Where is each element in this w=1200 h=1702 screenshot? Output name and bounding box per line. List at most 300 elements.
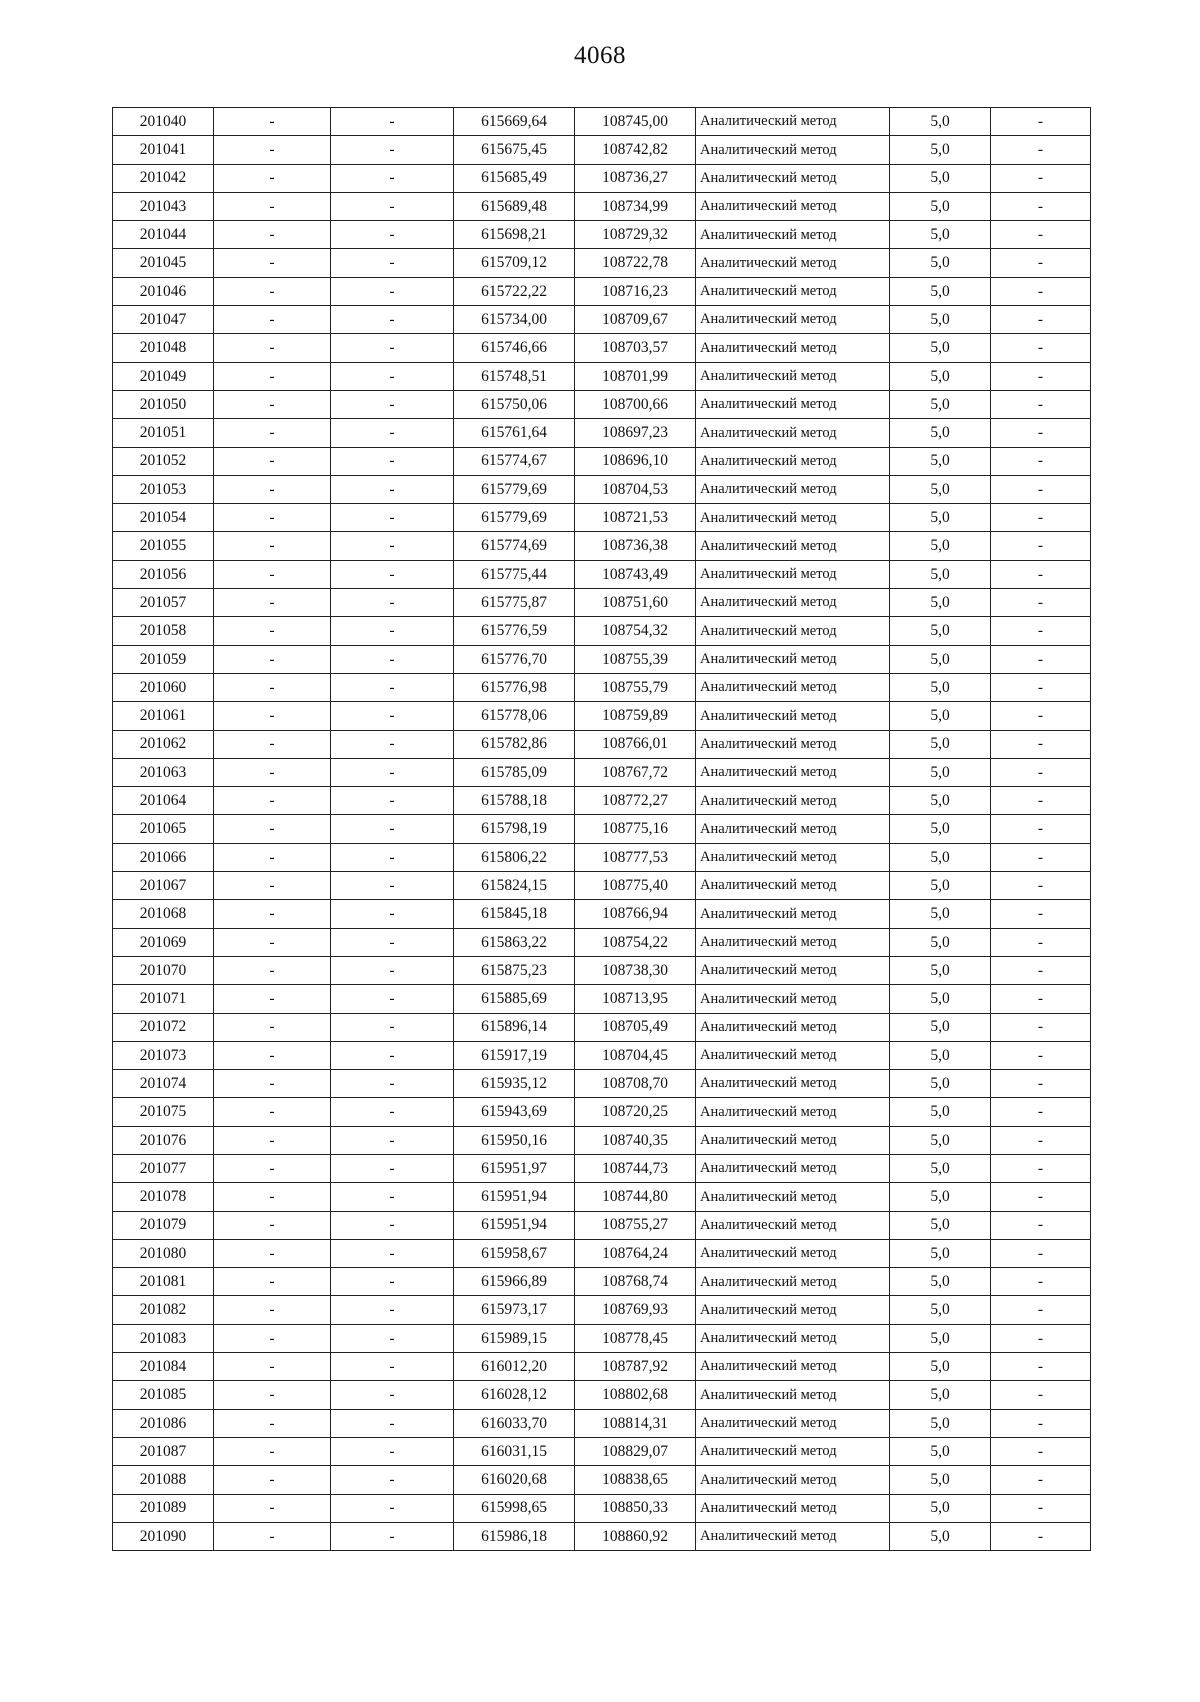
empty-cell-1: - [214, 928, 331, 956]
y-coordinate-cell: 108754,32 [575, 617, 696, 645]
empty-cell-2: - [331, 872, 454, 900]
empty-cell-3: - [991, 277, 1091, 305]
table-row [113, 362, 1091, 390]
empty-cell-2: - [331, 730, 454, 758]
x-coordinate-cell: 615973,17 [454, 1296, 575, 1324]
method-cell: Аналитический метод [696, 900, 890, 928]
table-row [113, 1296, 1091, 1324]
empty-cell-2: - [331, 758, 454, 786]
y-coordinate-cell: 108814,31 [575, 1409, 696, 1437]
method-cell: Аналитический метод [696, 1409, 890, 1437]
point-id-cell: 201050 [113, 390, 214, 418]
method-cell: Аналитический метод [696, 221, 890, 249]
accuracy-cell: 5,0 [890, 192, 991, 220]
empty-cell-2: - [331, 1183, 454, 1211]
empty-cell-2: - [331, 1041, 454, 1069]
empty-cell-3: - [991, 956, 1091, 984]
x-coordinate-cell: 615776,98 [454, 673, 575, 701]
accuracy-cell: 5,0 [890, 1409, 991, 1437]
accuracy-cell: 5,0 [890, 532, 991, 560]
accuracy-cell: 5,0 [890, 1098, 991, 1126]
accuracy-cell: 5,0 [890, 108, 991, 136]
y-coordinate-cell: 108734,99 [575, 192, 696, 220]
table-row [113, 560, 1091, 588]
empty-cell-1: - [214, 532, 331, 560]
accuracy-cell: 5,0 [890, 589, 991, 617]
empty-cell-2: - [331, 475, 454, 503]
empty-cell-2: - [331, 1268, 454, 1296]
empty-cell-1: - [214, 1296, 331, 1324]
method-cell: Аналитический метод [696, 108, 890, 136]
empty-cell-1: - [214, 390, 331, 418]
accuracy-cell: 5,0 [890, 645, 991, 673]
empty-cell-3: - [991, 1183, 1091, 1211]
table-row [113, 1324, 1091, 1352]
y-coordinate-cell: 108759,89 [575, 702, 696, 730]
table-row [113, 1437, 1091, 1465]
y-coordinate-cell: 108755,27 [575, 1211, 696, 1239]
empty-cell-1: - [214, 136, 331, 164]
method-cell: Аналитический метод [696, 1126, 890, 1154]
empty-cell-1: - [214, 1183, 331, 1211]
table-row [113, 589, 1091, 617]
empty-cell-3: - [991, 673, 1091, 701]
empty-cell-1: - [214, 1522, 331, 1550]
empty-cell-3: - [991, 843, 1091, 871]
method-cell: Аналитический метод [696, 136, 890, 164]
empty-cell-2: - [331, 815, 454, 843]
y-coordinate-cell: 108704,45 [575, 1041, 696, 1069]
x-coordinate-cell: 615669,64 [454, 108, 575, 136]
empty-cell-2: - [331, 1013, 454, 1041]
empty-cell-2: - [331, 617, 454, 645]
method-cell: Аналитический метод [696, 956, 890, 984]
point-id-cell: 201041 [113, 136, 214, 164]
x-coordinate-cell: 615958,67 [454, 1239, 575, 1267]
empty-cell-3: - [991, 1522, 1091, 1550]
y-coordinate-cell: 108705,49 [575, 1013, 696, 1041]
empty-cell-3: - [991, 1296, 1091, 1324]
method-cell: Аналитический метод [696, 730, 890, 758]
empty-cell-1: - [214, 1381, 331, 1409]
table-row [113, 1409, 1091, 1437]
empty-cell-2: - [331, 1381, 454, 1409]
point-id-cell: 201088 [113, 1466, 214, 1494]
point-id-cell: 201047 [113, 306, 214, 334]
empty-cell-3: - [991, 334, 1091, 362]
empty-cell-1: - [214, 419, 331, 447]
table-row [113, 730, 1091, 758]
empty-cell-3: - [991, 1324, 1091, 1352]
empty-cell-3: - [991, 1353, 1091, 1381]
table-row [113, 1154, 1091, 1182]
x-coordinate-cell: 615779,69 [454, 475, 575, 503]
y-coordinate-cell: 108721,53 [575, 504, 696, 532]
y-coordinate-cell: 108736,27 [575, 164, 696, 192]
accuracy-cell: 5,0 [890, 1466, 991, 1494]
empty-cell-2: - [331, 306, 454, 334]
method-cell: Аналитический метод [696, 164, 890, 192]
empty-cell-1: - [214, 277, 331, 305]
x-coordinate-cell: 615776,70 [454, 645, 575, 673]
empty-cell-3: - [991, 1381, 1091, 1409]
x-coordinate-cell: 616020,68 [454, 1466, 575, 1494]
table-row [113, 136, 1091, 164]
table-row [113, 673, 1091, 701]
x-coordinate-cell: 615774,69 [454, 532, 575, 560]
table-row [113, 334, 1091, 362]
point-id-cell: 201054 [113, 504, 214, 532]
accuracy-cell: 5,0 [890, 928, 991, 956]
accuracy-cell: 5,0 [890, 1070, 991, 1098]
empty-cell-2: - [331, 928, 454, 956]
point-id-cell: 201049 [113, 362, 214, 390]
y-coordinate-cell: 108744,80 [575, 1183, 696, 1211]
x-coordinate-cell: 615951,97 [454, 1154, 575, 1182]
y-coordinate-cell: 108742,82 [575, 136, 696, 164]
table-row [113, 504, 1091, 532]
accuracy-cell: 5,0 [890, 475, 991, 503]
table-row [113, 1126, 1091, 1154]
empty-cell-2: - [331, 985, 454, 1013]
point-id-cell: 201073 [113, 1041, 214, 1069]
point-id-cell: 201071 [113, 985, 214, 1013]
point-id-cell: 201062 [113, 730, 214, 758]
table-row [113, 1381, 1091, 1409]
table-row [113, 390, 1091, 418]
x-coordinate-cell: 615785,09 [454, 758, 575, 786]
empty-cell-3: - [991, 787, 1091, 815]
empty-cell-3: - [991, 702, 1091, 730]
empty-cell-3: - [991, 1070, 1091, 1098]
x-coordinate-cell: 615734,00 [454, 306, 575, 334]
table-row [113, 1211, 1091, 1239]
y-coordinate-cell: 108775,40 [575, 872, 696, 900]
table-row [113, 985, 1091, 1013]
x-coordinate-cell: 615748,51 [454, 362, 575, 390]
empty-cell-1: - [214, 164, 331, 192]
y-coordinate-cell: 108716,23 [575, 277, 696, 305]
empty-cell-1: - [214, 362, 331, 390]
y-coordinate-cell: 108777,53 [575, 843, 696, 871]
table-row [113, 1013, 1091, 1041]
empty-cell-3: - [991, 730, 1091, 758]
accuracy-cell: 5,0 [890, 730, 991, 758]
empty-cell-2: - [331, 956, 454, 984]
empty-cell-1: - [214, 475, 331, 503]
method-cell: Аналитический метод [696, 702, 890, 730]
table-row [113, 843, 1091, 871]
empty-cell-2: - [331, 390, 454, 418]
empty-cell-2: - [331, 702, 454, 730]
method-cell: Аналитический метод [696, 1041, 890, 1069]
accuracy-cell: 5,0 [890, 900, 991, 928]
method-cell: Аналитический метод [696, 1268, 890, 1296]
method-cell: Аналитический метод [696, 1239, 890, 1267]
method-cell: Аналитический метод [696, 1154, 890, 1182]
table-row [113, 1041, 1091, 1069]
empty-cell-1: - [214, 504, 331, 532]
empty-cell-2: - [331, 1409, 454, 1437]
accuracy-cell: 5,0 [890, 419, 991, 447]
point-id-cell: 201058 [113, 617, 214, 645]
y-coordinate-cell: 108754,22 [575, 928, 696, 956]
table-row [113, 1098, 1091, 1126]
empty-cell-1: - [214, 872, 331, 900]
empty-cell-2: - [331, 164, 454, 192]
empty-cell-2: - [331, 504, 454, 532]
point-id-cell: 201046 [113, 277, 214, 305]
empty-cell-1: - [214, 985, 331, 1013]
y-coordinate-cell: 108740,35 [575, 1126, 696, 1154]
empty-cell-2: - [331, 108, 454, 136]
empty-cell-2: - [331, 1154, 454, 1182]
x-coordinate-cell: 615896,14 [454, 1013, 575, 1041]
method-cell: Аналитический метод [696, 758, 890, 786]
empty-cell-1: - [214, 334, 331, 362]
x-coordinate-cell: 615966,89 [454, 1268, 575, 1296]
point-id-cell: 201082 [113, 1296, 214, 1324]
empty-cell-2: - [331, 1437, 454, 1465]
y-coordinate-cell: 108743,49 [575, 560, 696, 588]
point-id-cell: 201061 [113, 702, 214, 730]
accuracy-cell: 5,0 [890, 447, 991, 475]
y-coordinate-cell: 108755,79 [575, 673, 696, 701]
accuracy-cell: 5,0 [890, 702, 991, 730]
accuracy-cell: 5,0 [890, 560, 991, 588]
empty-cell-3: - [991, 1268, 1091, 1296]
x-coordinate-cell: 616028,12 [454, 1381, 575, 1409]
empty-cell-3: - [991, 419, 1091, 447]
method-cell: Аналитический метод [696, 447, 890, 475]
empty-cell-3: - [991, 1013, 1091, 1041]
table-row [113, 192, 1091, 220]
method-cell: Аналитический метод [696, 306, 890, 334]
empty-cell-1: - [214, 1098, 331, 1126]
x-coordinate-cell: 615806,22 [454, 843, 575, 871]
x-coordinate-cell: 615935,12 [454, 1070, 575, 1098]
method-cell: Аналитический метод [696, 277, 890, 305]
empty-cell-1: - [214, 192, 331, 220]
point-id-cell: 201044 [113, 221, 214, 249]
y-coordinate-cell: 108860,92 [575, 1522, 696, 1550]
y-coordinate-cell: 108755,39 [575, 645, 696, 673]
point-id-cell: 201086 [113, 1409, 214, 1437]
y-coordinate-cell: 108745,00 [575, 108, 696, 136]
method-cell: Аналитический метод [696, 617, 890, 645]
accuracy-cell: 5,0 [890, 1126, 991, 1154]
point-id-cell: 201043 [113, 192, 214, 220]
accuracy-cell: 5,0 [890, 872, 991, 900]
y-coordinate-cell: 108838,65 [575, 1466, 696, 1494]
method-cell: Аналитический метод [696, 815, 890, 843]
empty-cell-2: - [331, 1126, 454, 1154]
empty-cell-3: - [991, 617, 1091, 645]
point-id-cell: 201067 [113, 872, 214, 900]
accuracy-cell: 5,0 [890, 1353, 991, 1381]
empty-cell-2: - [331, 1494, 454, 1522]
method-cell: Аналитический метод [696, 787, 890, 815]
empty-cell-2: - [331, 334, 454, 362]
empty-cell-2: - [331, 1522, 454, 1550]
method-cell: Аналитический метод [696, 645, 890, 673]
empty-cell-1: - [214, 1409, 331, 1437]
y-coordinate-cell: 108751,60 [575, 589, 696, 617]
point-id-cell: 201045 [113, 249, 214, 277]
empty-cell-1: - [214, 673, 331, 701]
accuracy-cell: 5,0 [890, 1013, 991, 1041]
empty-cell-1: - [214, 1353, 331, 1381]
point-id-cell: 201081 [113, 1268, 214, 1296]
accuracy-cell: 5,0 [890, 362, 991, 390]
y-coordinate-cell: 108787,92 [575, 1353, 696, 1381]
accuracy-cell: 5,0 [890, 1437, 991, 1465]
x-coordinate-cell: 615950,16 [454, 1126, 575, 1154]
empty-cell-1: - [214, 843, 331, 871]
empty-cell-3: - [991, 306, 1091, 334]
point-id-cell: 201064 [113, 787, 214, 815]
method-cell: Аналитический метод [696, 872, 890, 900]
y-coordinate-cell: 108701,99 [575, 362, 696, 390]
method-cell: Аналитический метод [696, 249, 890, 277]
accuracy-cell: 5,0 [890, 277, 991, 305]
x-coordinate-cell: 615863,22 [454, 928, 575, 956]
empty-cell-2: - [331, 1070, 454, 1098]
y-coordinate-cell: 108768,74 [575, 1268, 696, 1296]
x-coordinate-cell: 615989,15 [454, 1324, 575, 1352]
point-id-cell: 201084 [113, 1353, 214, 1381]
table-row [113, 1522, 1091, 1550]
empty-cell-3: - [991, 1211, 1091, 1239]
empty-cell-3: - [991, 815, 1091, 843]
y-coordinate-cell: 108738,30 [575, 956, 696, 984]
empty-cell-3: - [991, 758, 1091, 786]
empty-cell-2: - [331, 192, 454, 220]
accuracy-cell: 5,0 [890, 221, 991, 249]
table-row [113, 872, 1091, 900]
y-coordinate-cell: 108697,23 [575, 419, 696, 447]
x-coordinate-cell: 615761,64 [454, 419, 575, 447]
table-row [113, 645, 1091, 673]
x-coordinate-cell: 615845,18 [454, 900, 575, 928]
empty-cell-2: - [331, 673, 454, 701]
empty-cell-1: - [214, 560, 331, 588]
empty-cell-1: - [214, 447, 331, 475]
empty-cell-1: - [214, 1070, 331, 1098]
method-cell: Аналитический метод [696, 1522, 890, 1550]
empty-cell-1: - [214, 1013, 331, 1041]
x-coordinate-cell: 615675,45 [454, 136, 575, 164]
empty-cell-3: - [991, 108, 1091, 136]
table-row [113, 1183, 1091, 1211]
point-id-cell: 201090 [113, 1522, 214, 1550]
empty-cell-2: - [331, 589, 454, 617]
accuracy-cell: 5,0 [890, 843, 991, 871]
empty-cell-1: - [214, 787, 331, 815]
x-coordinate-cell: 615798,19 [454, 815, 575, 843]
method-cell: Аналитический метод [696, 1494, 890, 1522]
accuracy-cell: 5,0 [890, 249, 991, 277]
point-id-cell: 201048 [113, 334, 214, 362]
method-cell: Аналитический метод [696, 985, 890, 1013]
x-coordinate-cell: 615685,49 [454, 164, 575, 192]
method-cell: Аналитический метод [696, 1437, 890, 1465]
method-cell: Аналитический метод [696, 1466, 890, 1494]
point-id-cell: 201066 [113, 843, 214, 871]
table-row [113, 758, 1091, 786]
empty-cell-2: - [331, 843, 454, 871]
point-id-cell: 201068 [113, 900, 214, 928]
point-id-cell: 201055 [113, 532, 214, 560]
point-id-cell: 201070 [113, 956, 214, 984]
y-coordinate-cell: 108720,25 [575, 1098, 696, 1126]
point-id-cell: 201042 [113, 164, 214, 192]
table-row [113, 1239, 1091, 1267]
empty-cell-3: - [991, 560, 1091, 588]
x-coordinate-cell: 615750,06 [454, 390, 575, 418]
method-cell: Аналитический метод [696, 1013, 890, 1041]
y-coordinate-cell: 108778,45 [575, 1324, 696, 1352]
empty-cell-2: - [331, 1239, 454, 1267]
x-coordinate-cell: 615875,23 [454, 956, 575, 984]
method-cell: Аналитический метод [696, 192, 890, 220]
x-coordinate-cell: 615951,94 [454, 1183, 575, 1211]
table-row [113, 249, 1091, 277]
point-id-cell: 201080 [113, 1239, 214, 1267]
x-coordinate-cell: 615776,59 [454, 617, 575, 645]
y-coordinate-cell: 108736,38 [575, 532, 696, 560]
table-row [113, 221, 1091, 249]
accuracy-cell: 5,0 [890, 306, 991, 334]
method-cell: Аналитический метод [696, 843, 890, 871]
empty-cell-2: - [331, 1324, 454, 1352]
point-id-cell: 201069 [113, 928, 214, 956]
empty-cell-3: - [991, 1409, 1091, 1437]
empty-cell-3: - [991, 1154, 1091, 1182]
method-cell: Аналитический метод [696, 1324, 890, 1352]
point-id-cell: 201052 [113, 447, 214, 475]
point-id-cell: 201083 [113, 1324, 214, 1352]
empty-cell-1: - [214, 1239, 331, 1267]
y-coordinate-cell: 108802,68 [575, 1381, 696, 1409]
empty-cell-3: - [991, 645, 1091, 673]
accuracy-cell: 5,0 [890, 617, 991, 645]
empty-cell-2: - [331, 362, 454, 390]
accuracy-cell: 5,0 [890, 1324, 991, 1352]
x-coordinate-cell: 615775,87 [454, 589, 575, 617]
table-row [113, 1353, 1091, 1381]
accuracy-cell: 5,0 [890, 1041, 991, 1069]
empty-cell-3: - [991, 1437, 1091, 1465]
empty-cell-3: - [991, 447, 1091, 475]
empty-cell-1: - [214, 221, 331, 249]
point-id-cell: 201072 [113, 1013, 214, 1041]
table-row [113, 447, 1091, 475]
empty-cell-2: - [331, 1466, 454, 1494]
method-cell: Аналитический метод [696, 1353, 890, 1381]
empty-cell-1: - [214, 758, 331, 786]
empty-cell-3: - [991, 1239, 1091, 1267]
method-cell: Аналитический метод [696, 504, 890, 532]
table-row [113, 1494, 1091, 1522]
y-coordinate-cell: 108713,95 [575, 985, 696, 1013]
x-coordinate-cell: 615774,67 [454, 447, 575, 475]
empty-cell-1: - [214, 1126, 331, 1154]
accuracy-cell: 5,0 [890, 1154, 991, 1182]
table-body [113, 108, 1091, 1551]
y-coordinate-cell: 108767,72 [575, 758, 696, 786]
y-coordinate-cell: 108769,93 [575, 1296, 696, 1324]
